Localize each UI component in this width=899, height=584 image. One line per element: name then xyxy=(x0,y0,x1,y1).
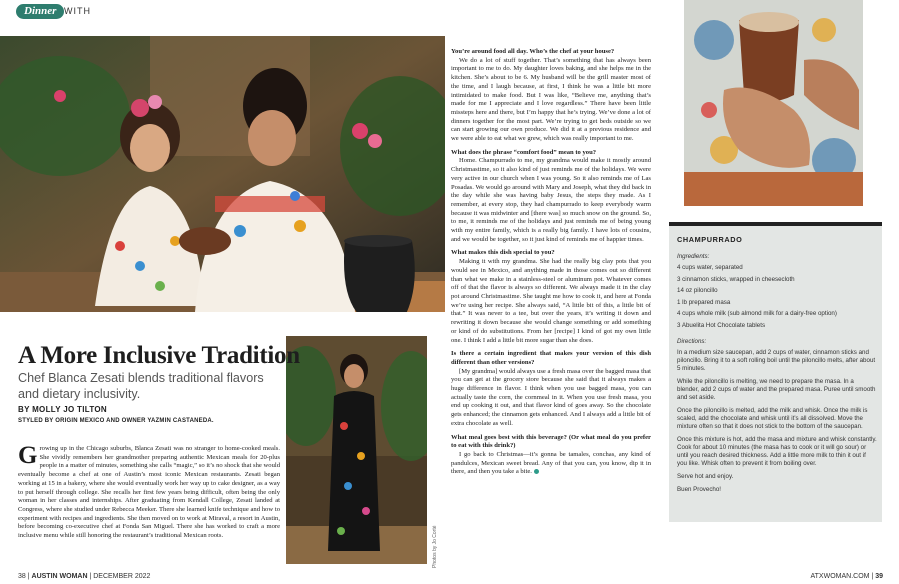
end-mark-icon xyxy=(534,469,539,474)
interview-column xyxy=(451,48,651,477)
section-tag-suffix: WITH xyxy=(64,6,91,16)
question: What makes this dish special to you? xyxy=(451,249,555,257)
left-page-number: 38 xyxy=(18,573,26,580)
byline: BY MOLLY JO TILTON xyxy=(18,405,107,414)
ingredients-heading: Ingredients: xyxy=(677,253,710,260)
website: ATXWOMAN.COM xyxy=(810,573,870,580)
recipe-title: CHAMPURRADO xyxy=(677,235,743,244)
drop-cap: G xyxy=(18,442,38,469)
direction-step: In a medium size saucepan, add 2 cups of water, cinnamon sticks and piloncillo. Bring it to a soft rolling boil until the piloncillo melts, after about 5 minutes. xyxy=(677,348,876,372)
ingredient-item: 14 oz piloncillo xyxy=(677,287,718,295)
answer: [My grandma] would always use a fresh masa over the bagged masa that you can get at the grocery store because she said that it always makes a huge difference in flavor. I think when you use bagged masa, you can actually taste the corn, the cornmeal in it. When you use fresh masa, you end up cooking it out, and that flavor kind of goes away. So the chocolate gets enhanced; the cinnamon gets enhanced. And I always add a little bit of extra chocolate as well. xyxy=(451,367,651,427)
photo-credit: Photos by Jo Corté xyxy=(432,525,438,568)
issue-date: DECEMBER 2022 xyxy=(93,573,151,580)
left-folio: 38 | AUSTIN WOMAN | DECEMBER 2022 xyxy=(18,573,151,580)
directions-heading: Directions: xyxy=(677,337,707,345)
direction-step: While the piloncillo is melting, we need to prepare the masa. In a blender, add 2 cups of water and the prepared masa. Puree until smooth and set aside. xyxy=(677,377,876,401)
ingredient-item: 3 cinnamon sticks, wrapped in cheesecloth xyxy=(677,275,795,283)
hero-photo xyxy=(0,36,445,312)
direction-step: Serve hot and enjoy. xyxy=(677,472,734,480)
direction-step: Once this mixture is hot, add the masa and mixture and whisk constantly. Cook for about 10 minutes (the masa has to cook or it will go sour) or until you reach desired thickness. Add a little more milk to thin it out if you like. Whisk often to prevent it from boiling over. xyxy=(677,435,877,467)
answer: Making it with my grandma. She had the really big clay pots that you would see in Mexico, and anything made in those comes out so different than what we make in a stainless-steel or aluminum pot. Whatever comes off of that the flavor is always so different. We always made it in the clay pot around Christmastime. She taught me how to cook it, and here at Fonda we’re using her recipe. She always said, “A little bit of this, a little bit of that.” It was never to a tee, but over the years, it’s writing it down and rewriting it down because she would change something or add something or kind of do substitutions. From her [recipe] I kind of got my own little one. I think I add a little bit more sugar than she does. xyxy=(451,258,651,344)
styled-by-credit: STYLED BY ORIGIN MEXICO AND OWNER YAZMIN CASTANEDA. xyxy=(18,418,214,424)
question: You’re around food all day. Who’s the chef at your house? xyxy=(451,48,615,55)
publication-name: AUSTIN WOMAN xyxy=(31,573,88,580)
right-folio: ATXWOMAN.COM | 39 xyxy=(810,573,883,580)
dek: Chef Blanca Zesati blends traditional flavors and dietary inclusivity. xyxy=(18,371,264,401)
champurrado-photo xyxy=(684,0,863,206)
direction-step: Buen Provecho! xyxy=(677,485,722,493)
intro-paragraph xyxy=(18,442,280,541)
direction-step: Once the piloncillo is melted, add the milk and whisk. Once the milk is scaled, add the chocolate and whisk until it’s all dissolved. Move the mixture often so that it does not stick to the bottom of the saucepan. xyxy=(677,406,868,430)
ingredient-item: 4 cups whole milk (sub almond milk for a dairy-free option) xyxy=(677,310,837,318)
section-tag: Dinner xyxy=(16,4,64,19)
ingredient-item: 1 lb prepared masa xyxy=(677,298,731,306)
question: What does the phrase “comfort food” mean to you? xyxy=(451,148,597,156)
answer: We do a lot of stuff together. That’s something that has always been important to me to do. My daughter loves baking, and she helps me in the kitchen. She’s about to be 6. My husband will be the grill master most of the time, and I laugh because, at first, I think he was a little bit more intimidated to make food. But I was like, “Believe me, anything that’s made for me I appreciate and I love regardless.” There have been little missteps here and there, but I’m happy that he’s trying. We’ve done a lot of dinners together for the most part. We’re trying to get beds outside so we can start growing our own produce. We did it at a previous residence and we were able to eat what we grew, which was really important to me. xyxy=(451,56,651,143)
headline: A More Inclusive Tradition xyxy=(18,342,300,369)
intro-text: rowing up in the Chicago suburbs, Blanca Zesati was no stranger to home-cooked meals. She vividly remembers her grandmother preparing authentic Mexican meals for 20-plus people in a matter of minutes, something she calls “magic,” so it’s no shock that she would eventually become a chef at one of Austin’s most iconic Mexican restaurants. Zesati began working at 15 in a bakery, where she would eventually work her way up to cake designer, as a way to put herself through college. She recalls her first few years being difficult, often being the only woman in her classes and internships. After graduating from Kendall College, Zesati landed at Congress, where she studied under Rebecca Meeker. There she learned knife technique and how to experiment with recipes and ingredients. She then moved on to work at Miraval, a resort in Austin, before becoming co-executive chef at Fonda San Miguel. There she has worked to craft a more inclusive menu while still honoring the restaurant’s traditional Mexican roots. xyxy=(18,445,280,540)
question: What meal goes best with this beverage? (Or what meal do you prefer to eat with this drink?) xyxy=(451,433,651,450)
question: Is there a certain ingredient that makes your version of this dish different than other versions? xyxy=(451,350,651,366)
ingredient-item: 4 cups water, separated xyxy=(677,264,743,271)
right-page-number: 39 xyxy=(875,573,883,580)
answer: Home. Champurrado to me, my grandma would make it mostly around Christmastime, so it also kind of just reminds me of the holidays. We were very active in our church when I was young. So it also reminds me of Las Posadas. We would go around with Mary and Joseph, what they did back in the day while she was having baby Jesus, the steps they made. As I remember, at every stop, they had champurrado to keep everybody warm because it was midwinter and [there was] so much snow on the ground. So, to me, it reminds me of the holidays and just reminds me of being young with my entire family, which is a really big family. I have lots of cousins, and we would be together, so it just kind of reminds me of happier times. xyxy=(451,157,651,243)
recipe-top-rule xyxy=(669,222,882,226)
ingredient-item: 3 Abuelita Hot Chocolate tablets xyxy=(677,321,766,329)
chef-portrait-photo xyxy=(286,336,427,564)
answer xyxy=(451,451,651,477)
answer-text: I go back to Christmas—it’s gonna be tamales, conchas, any kind of pandulces, Mexican sweet bread. Any of that you can, you know, dip it in there, and then you take a bite. xyxy=(451,450,651,476)
recipe-body xyxy=(677,253,877,499)
